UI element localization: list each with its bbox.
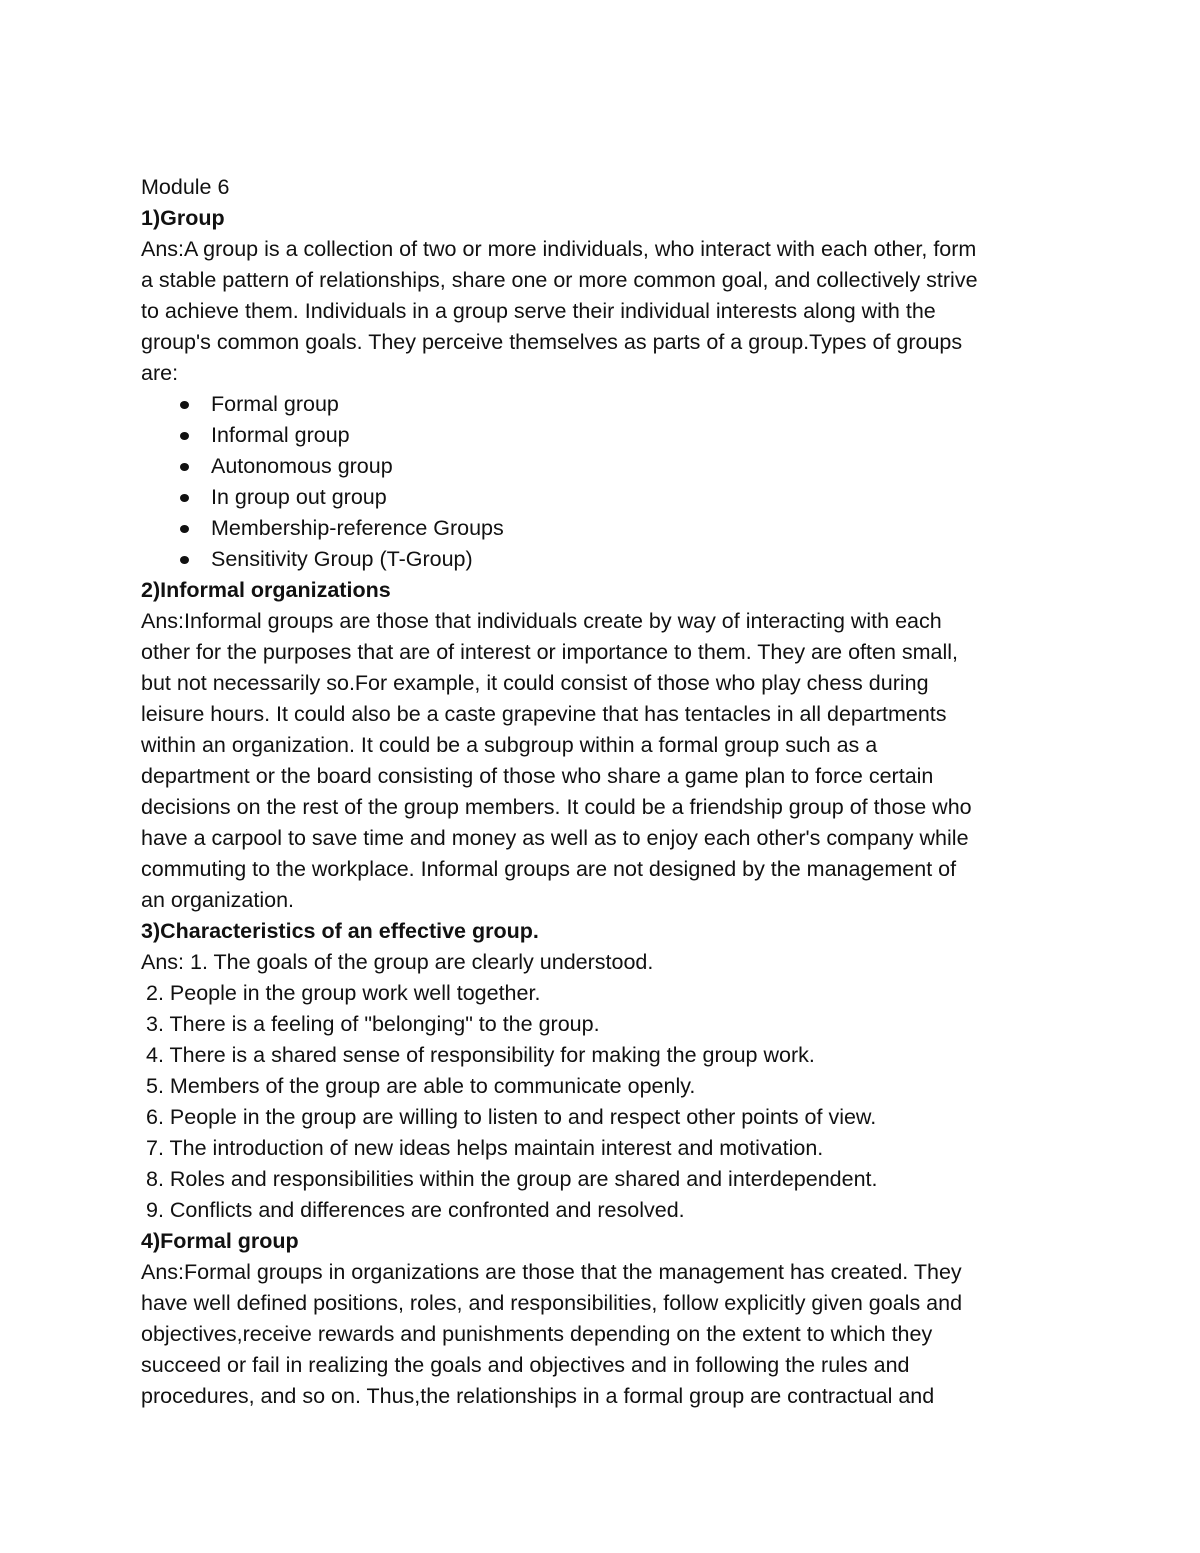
paragraph-line: to achieve them. Individuals in a group serve their individual interests along with the — [141, 299, 936, 323]
paragraph-line: objectives,receive rewards and punishments depending on the extent to which they — [141, 1322, 933, 1346]
numbered-item: 9. Conflicts and differences are confronted and resolved. — [146, 1198, 685, 1222]
section-heading-group: 1)Group — [141, 206, 225, 230]
paragraph-line: commuting to the workplace. Informal groups are not designed by the management of — [141, 857, 957, 881]
bullet-icon — [180, 556, 189, 564]
bullet-icon — [180, 401, 189, 409]
paragraph-line: other for the purposes that are of interest or importance to them. They are often small, — [141, 640, 959, 664]
paragraph-line: are: — [141, 361, 179, 385]
paragraph-line: but not necessarily so.For example, it could consist of those who play chess during — [141, 671, 929, 695]
paragraph-line: Ans:Informal groups are those that individuals create by way of interacting with each — [141, 609, 942, 633]
paragraph-line: department or the board consisting of those who share a game plan to force certain — [141, 764, 934, 788]
list-item — [141, 451, 1076, 482]
paragraph-line: Ans:A group is a collection of two or more individuals, who interact with each other, form — [141, 237, 977, 261]
numbered-item: 8. Roles and responsibilities within the group are shared and interdependent. — [146, 1167, 878, 1191]
bullet-icon — [180, 463, 189, 471]
list-item-text: Formal group — [211, 392, 339, 416]
list-item — [141, 482, 1076, 513]
document-page — [141, 172, 1076, 1412]
paragraph-line: procedures, and so on. Thus,the relationships in a formal group are contractual and — [141, 1384, 935, 1408]
list-item-text: Informal group — [211, 423, 350, 447]
list-item-text: Sensitivity Group (T-Group) — [211, 547, 473, 571]
paragraph-line: within an organization. It could be a subgroup within a formal group such as a — [141, 733, 878, 757]
list-item — [141, 513, 1076, 544]
bullet-icon — [180, 494, 189, 502]
list-item — [141, 389, 1076, 420]
numbered-item: Ans: 1. The goals of the group are clearly understood. — [141, 950, 654, 974]
paragraph-line: group's common goals. They perceive themselves as parts of a group.Types of groups — [141, 330, 963, 354]
numbered-item: 4. There is a shared sense of responsibility for making the group work. — [146, 1043, 815, 1067]
section-heading-informal: 2)Informal organizations — [141, 578, 391, 602]
numbered-item: 2. People in the group work well together. — [146, 981, 541, 1005]
paragraph-line: leisure hours. It could also be a caste grapevine that has tentacles in all departments — [141, 702, 947, 726]
list-item-text: Autonomous group — [211, 454, 393, 478]
paragraph-line: have well defined positions, roles, and responsibilities, follow explicitly given goals and — [141, 1291, 963, 1315]
bullet-icon — [180, 432, 189, 440]
numbered-item: 6. People in the group are willing to listen to and respect other points of view. — [146, 1105, 877, 1129]
section-heading-formal: 4)Formal group — [141, 1229, 299, 1253]
list-item — [141, 420, 1076, 451]
paragraph-line: have a carpool to save time and money as well as to enjoy each other's company while — [141, 826, 969, 850]
paragraph-line: an organization. — [141, 888, 294, 912]
paragraph-line: succeed or fail in realizing the goals and objectives and in following the rules and — [141, 1353, 910, 1377]
numbered-item: 3. There is a feeling of "belonging" to the group. — [146, 1012, 600, 1036]
list-item-text: Membership-reference Groups — [211, 516, 504, 540]
list-item — [141, 544, 1076, 575]
paragraph-line: Ans:Formal groups in organizations are those that the management has created. They — [141, 1260, 962, 1284]
numbered-item: 5. Members of the group are able to communicate openly. — [146, 1074, 696, 1098]
paragraph-line: decisions on the rest of the group members. It could be a friendship group of those who — [141, 795, 972, 819]
bullet-icon — [180, 525, 189, 533]
section-heading-characteristics: 3)Characteristics of an effective group. — [141, 919, 539, 943]
numbered-item: 7. The introduction of new ideas helps maintain interest and motivation. — [146, 1136, 824, 1160]
module-title: Module 6 — [141, 175, 230, 199]
list-item-text: In group out group — [211, 485, 387, 509]
paragraph-line: a stable pattern of relationships, share one or more common goal, and collectively strive — [141, 268, 978, 292]
